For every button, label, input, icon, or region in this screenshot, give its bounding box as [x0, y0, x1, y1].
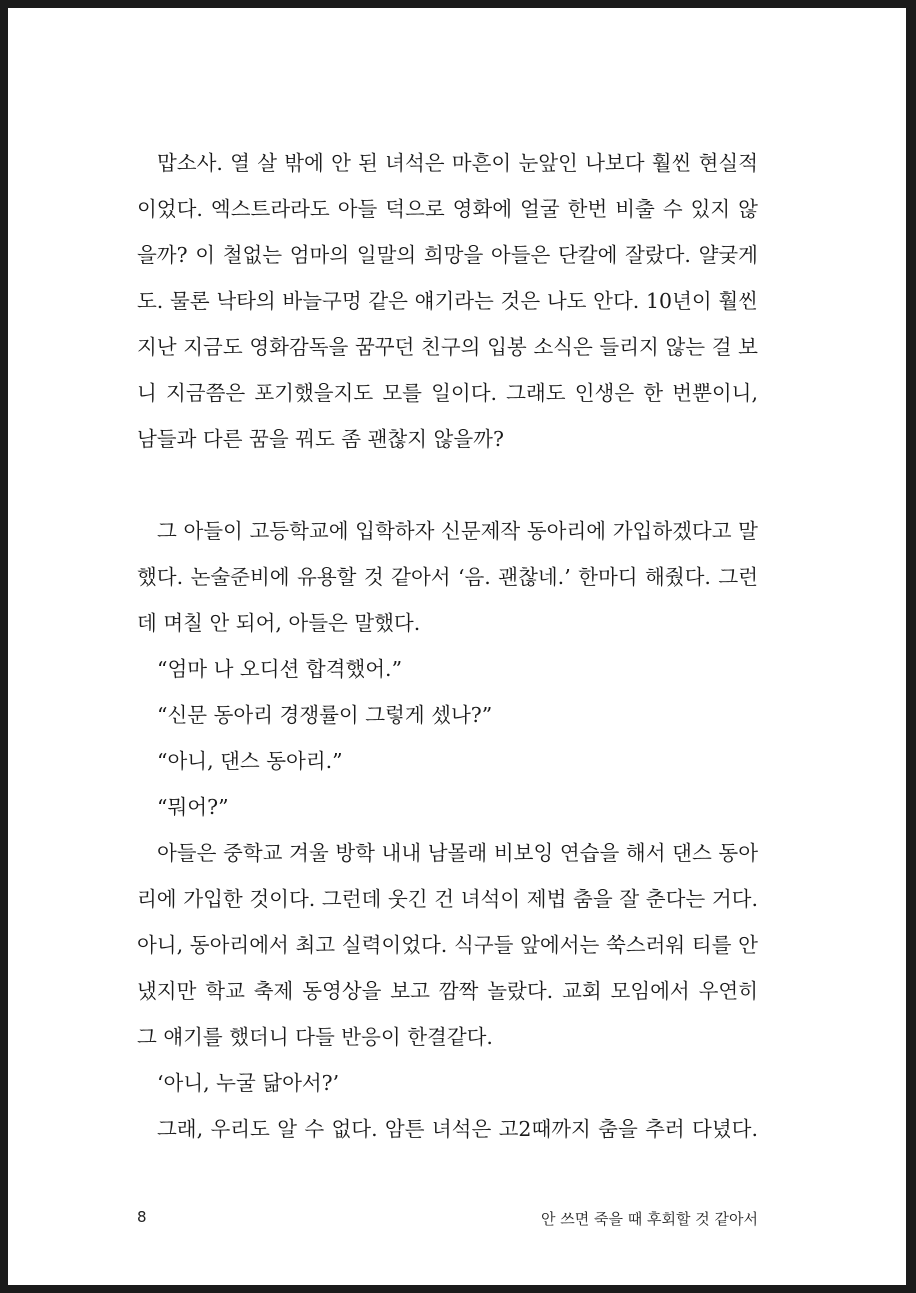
paragraph-gap	[137, 462, 758, 508]
page-footer	[137, 1208, 758, 1229]
dialog-line-4: “뭐어?”	[157, 795, 229, 819]
dialog-line-2: “신문 동아리 경쟁률이 그렇게 셌나?”	[157, 703, 493, 727]
paragraph-4: 그래, 우리도 알 수 없다. 암튼 녀석은 고2때까지 춤을 추러 다녔다.	[157, 1117, 758, 1141]
page-body	[137, 140, 758, 1152]
book-page	[8, 8, 906, 1285]
page-number: 8	[137, 1208, 147, 1226]
paragraph-1: 맙소사. 열 살 밖에 안 된 녀석은 마흔이 눈앞인 나보다 훨씬 현실적이었다. 엑스트라라도 아들 덕으로 영화에 얼굴 한번 비출 수 있지 않을까? 이 철없는 엄마의 일말의 희망을 아들은 단칼에 잘랐다. 얄궂게도. 물론 낙타의 바늘구멍 같은 얘기라는 것은 나도 안다. 10년이 훨씬 지난 지금도 영화감독을 꿈꾸던 친구의 입봉 소식은 들리지 않는 걸 보니 지금쯤은 포기했을지도 모를 일이다. 그래도 인생은 한 번뿐이니, 남들과 다른 꿈을 꿔도 좀 괜찮지 않을까?	[137, 151, 758, 451]
dialog-line-1: “엄마 나 오디션 합격했어.”	[157, 657, 403, 681]
paragraph-3: 아들은 중학교 겨울 방학 내내 남몰래 비보잉 연습을 해서 댄스 동아리에 가입한 것이다. 그런데 웃긴 건 녀석이 제법 춤을 잘 춘다는 거다. 아니, 동아리에서 최고 실력이었다. 식구들 앞에서는 쑥스러워 티를 안 냈지만 학교 축제 동영상을 보고 깜짝 놀랐다. 교회 모임에서 우연히 그 얘기를 했더니 다들 반응이 한결같다.	[137, 841, 758, 1049]
dialog-line-3: “아니, 댄스 동아리.”	[157, 749, 343, 773]
book-title: 안 쓰면 죽을 때 후회할 것 같아서	[541, 1210, 758, 1228]
dialog-line-5: ‘아니, 누굴 닮아서?’	[157, 1071, 340, 1095]
paragraph-2: 그 아들이 고등학교에 입학하자 신문제작 동아리에 가입하겠다고 말했다. 논술준비에 유용할 것 같아서 ‘음. 괜찮네.’ 한마디 해줬다. 그런데 며칠 안 되어, 아들은 말했다.	[137, 519, 758, 635]
